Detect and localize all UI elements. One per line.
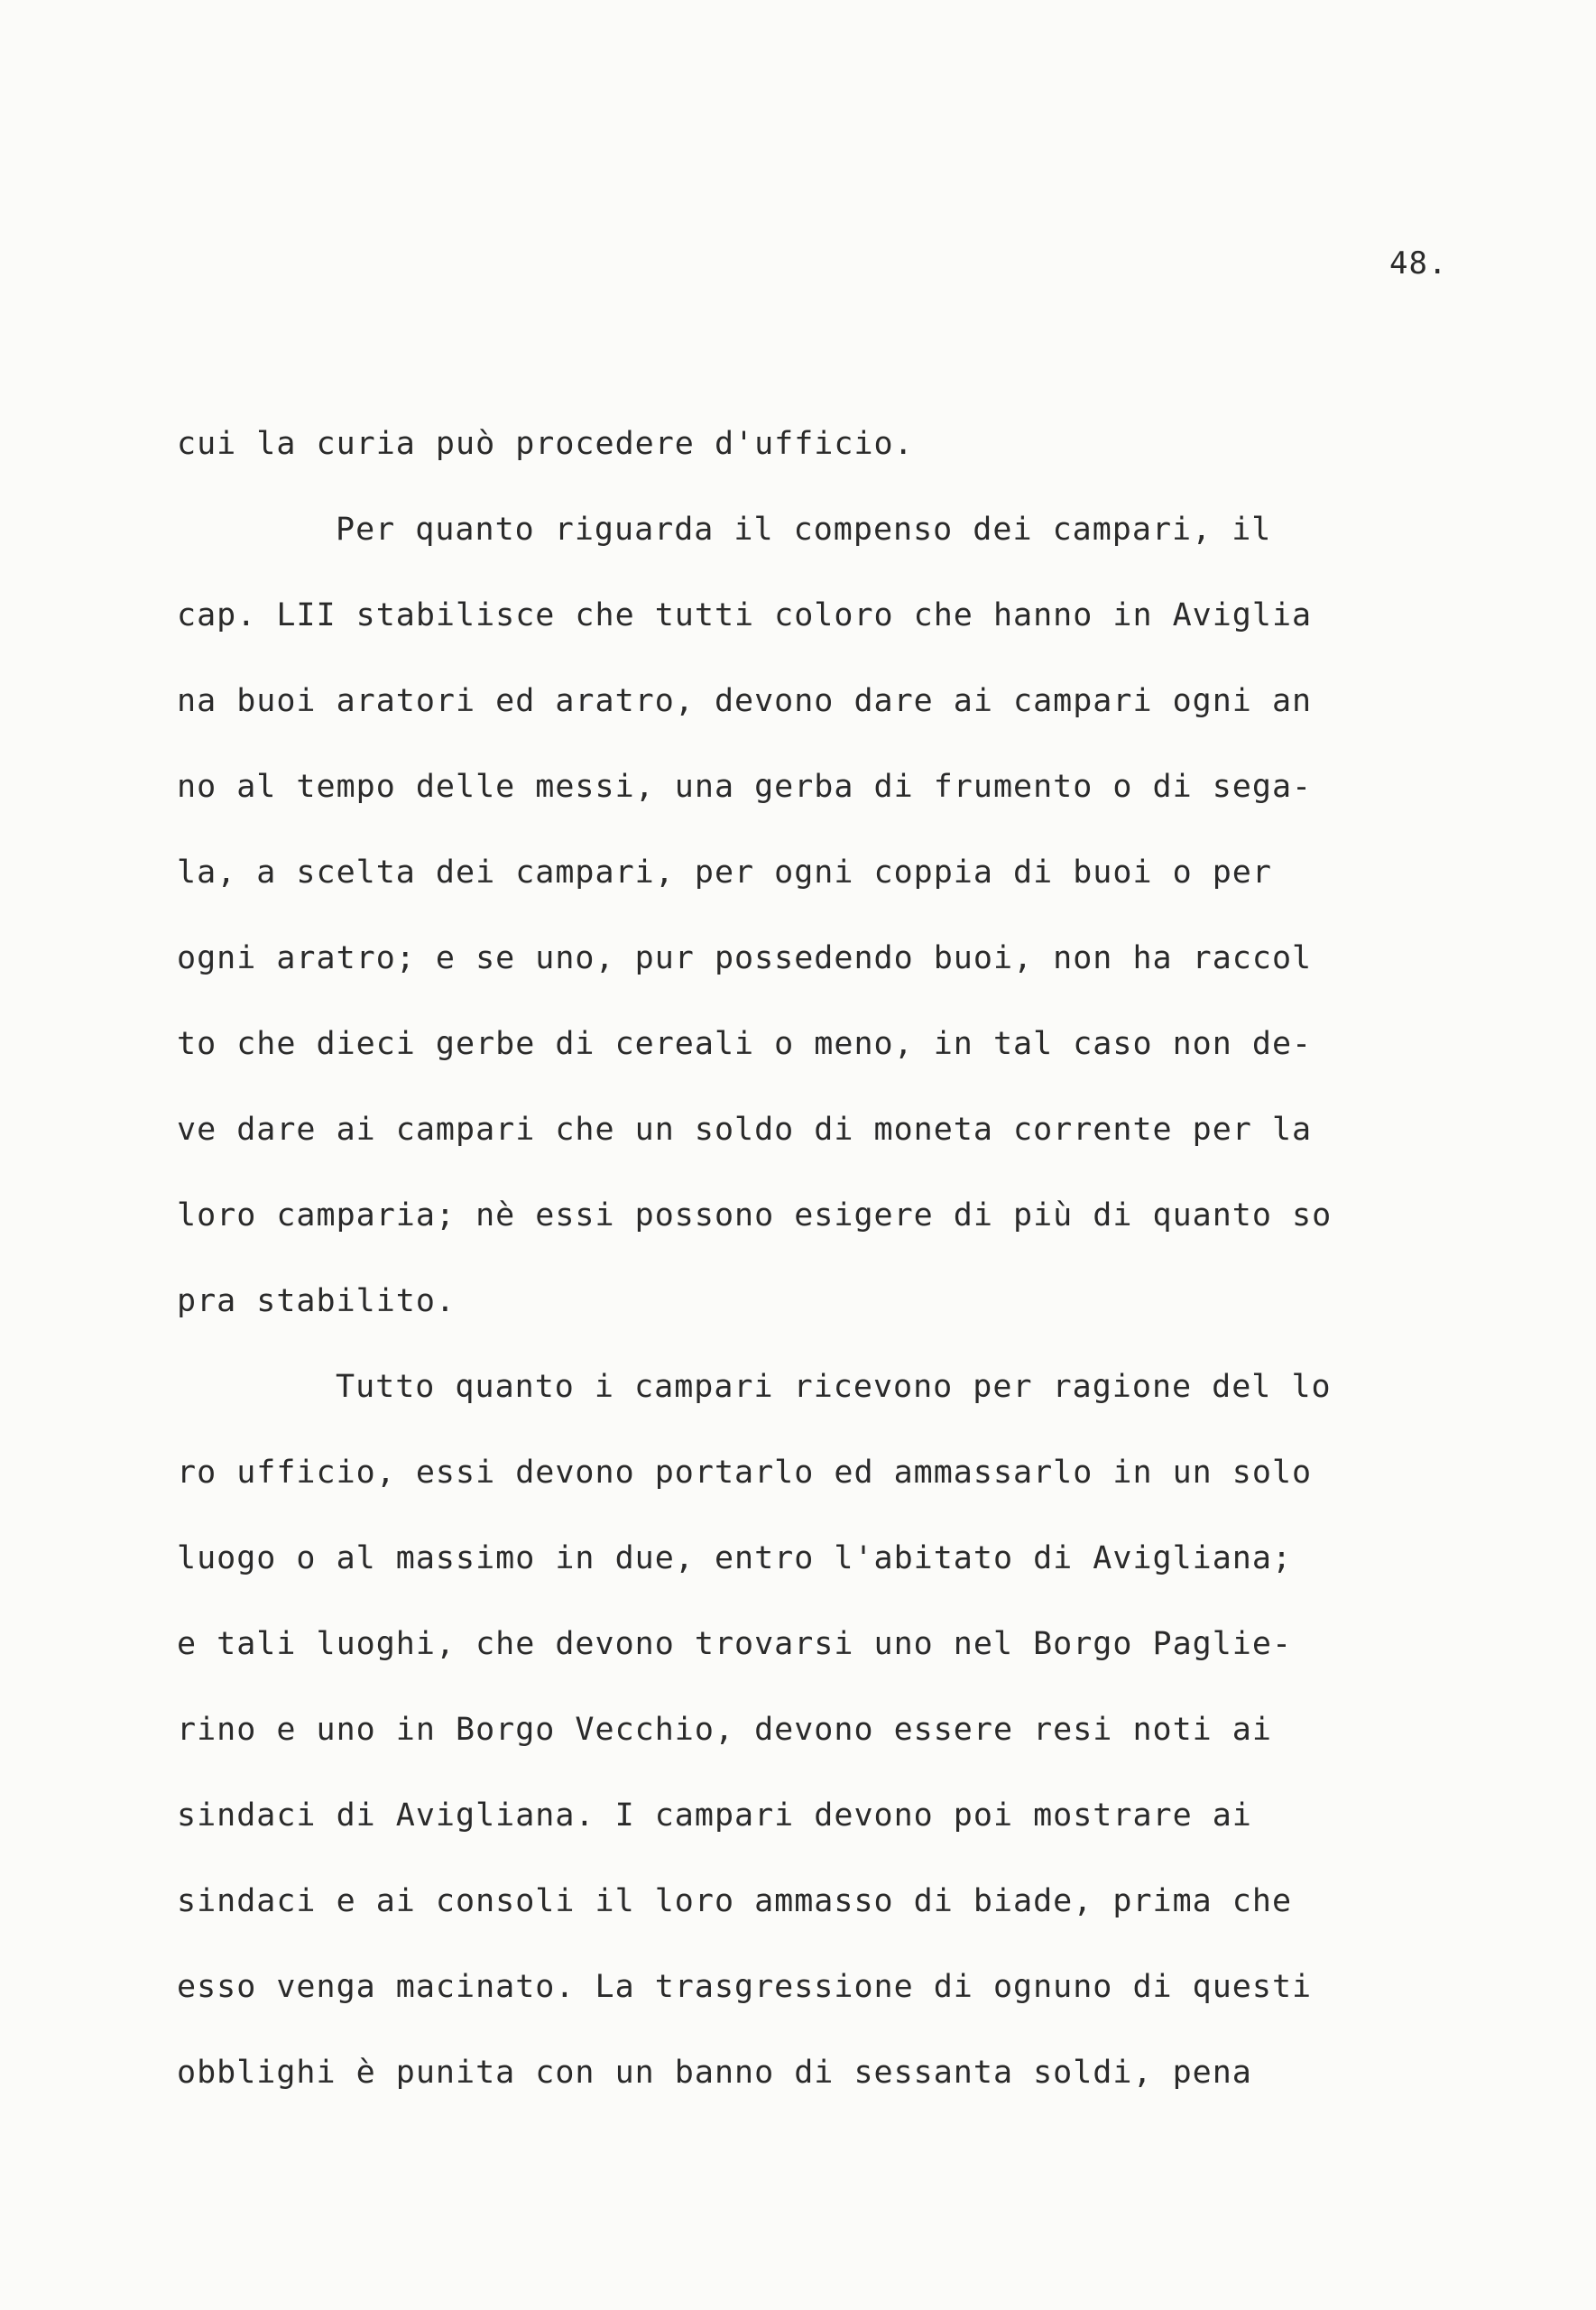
text-line: sindaci di Avigliana. I campari devono poi mostrare ai xyxy=(177,1797,1252,1834)
text-line: rino e uno in Borgo Vecchio, devono essere resi noti ai xyxy=(177,1712,1272,1748)
text-line: ve dare ai campari che un soldo di moneta corrente per la xyxy=(177,1112,1313,1148)
text-line: e tali luoghi, che devono trovarsi uno nel Borgo Paglie- xyxy=(177,1626,1293,1662)
text-line: cap. LII stabilisce che tutti coloro che hanno in Aviglia xyxy=(177,597,1313,633)
text-line: esso venga macinato. La trasgressione di ognuno di questi xyxy=(177,1969,1313,2005)
text-line: la, a scelta dei campari, per ogni coppia di buoi o per xyxy=(177,855,1272,891)
text-line: to che dieci gerbe di cereali o meno, in tal caso non de- xyxy=(177,1026,1313,1062)
text-line: cui la curia può procedere d'ufficio. xyxy=(177,426,914,462)
text-line: no al tempo delle messi, una gerba di frumento o di sega- xyxy=(177,769,1313,805)
text-line: pra stabilito. xyxy=(177,1283,457,1319)
text-line: obblighi è punita con un banno di sessanta soldi, pena xyxy=(177,2055,1252,2091)
body-text xyxy=(177,417,1476,2131)
text-line: na buoi aratori ed aratro, devono dare ai campari ogni an xyxy=(177,683,1313,719)
text-line: loro camparia; nè essi possono esigere di più di quanto so xyxy=(177,1197,1333,1234)
text-line: ro ufficio, essi devono portarlo ed ammassarlo in un solo xyxy=(177,1455,1313,1491)
text-line: Per quanto riguarda il compenso dei campari, il xyxy=(336,512,1272,548)
text-line: sindaci e ai consoli il loro ammasso di biade, prima che xyxy=(177,1883,1293,1919)
text-line: Tutto quanto i campari ricevono per ragione del lo xyxy=(336,1369,1332,1405)
page-number: 48. xyxy=(1389,245,1448,282)
text-line: luogo o al massimo in due, entro l'abitato di Avigliana; xyxy=(177,1540,1293,1576)
text-line: ogni aratro; e se uno, pur possedendo buoi, non ha raccol xyxy=(177,940,1313,976)
